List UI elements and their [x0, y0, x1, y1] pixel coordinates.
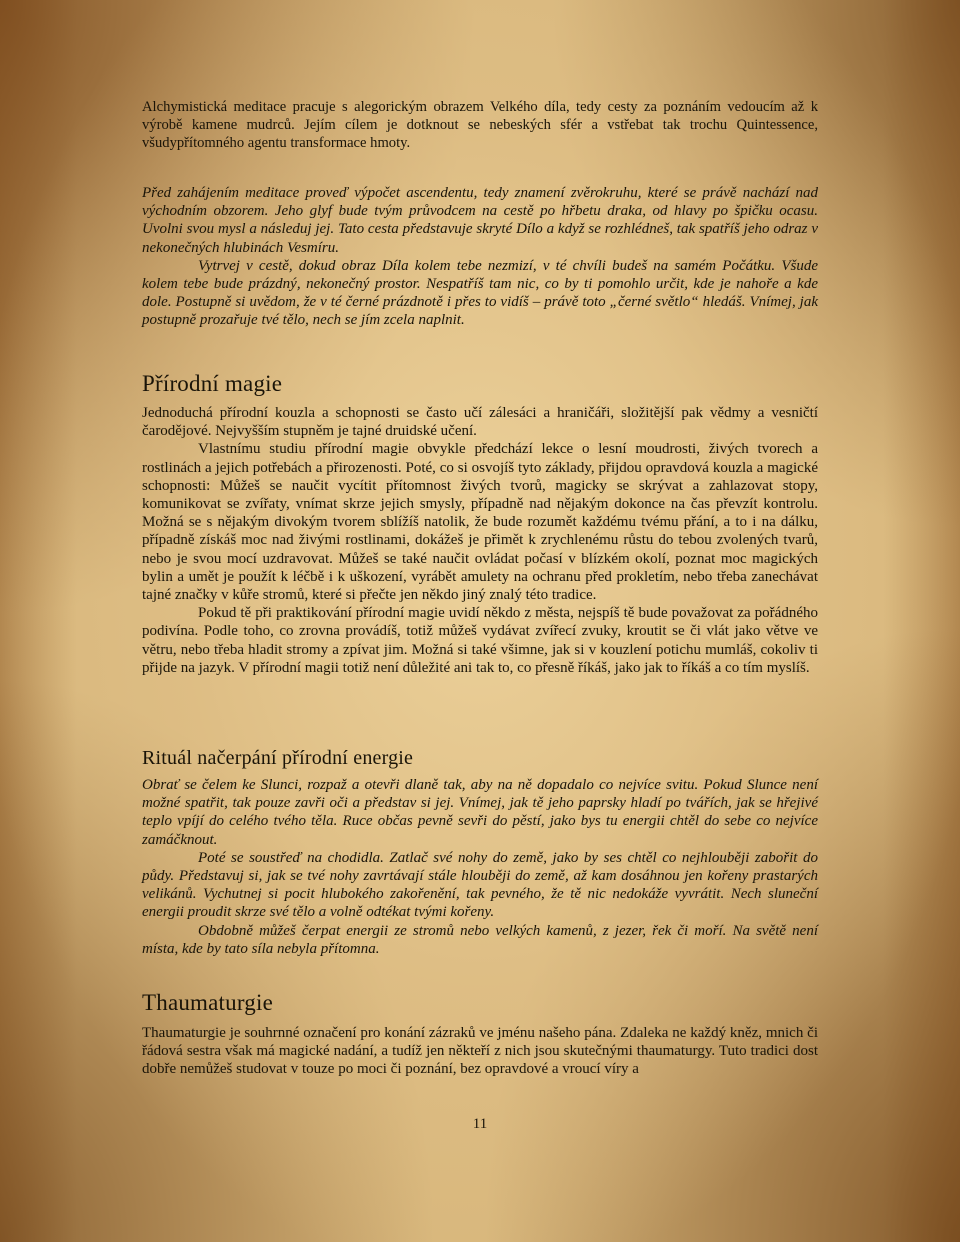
thaumaturgy-heading: Thaumaturgie: [142, 990, 273, 1015]
nature-magic-paragraph-3: Pokud tě při praktikování přírodní magie uvidí někdo z města, nejspíš tě bude považovat za pořádného podivína. Podle toho, co zrovna provádíš, totiž můžeš vydávat zvířecí zvuky, kroutit se či vlát jako větve ve větru, nebo třeba hladit stromy a zpívat jim. Možná si také všimne, jak si v kouzlení potichu mumláš, cokoliv ti přijde na jazyk. V přírodní magii totiž není důležité ani tak to, co přesně říkáš, jako jak to říkáš a co tím myslíš.: [142, 605, 818, 676]
ritual-paragraph-1: Obrať se čelem ke Slunci, rozpaž a otevři dlaně tak, aby na ně dopadalo co nejvíce svitu. Pokud Slunce není možné spatřit, tak pouze zavři oči a představ si jej. Vnímej, jak tě jeho paprsky hladí po tvářích, jak se hřejivé teplo vpíjí do celého tvého těla. Ruce občas pevně sevři do pěstí, jako bys tu energii chtěl do sebe co nejvíce zamáčknout.: [142, 777, 818, 848]
intro-section: [142, 98, 818, 153]
meditation-paragraph-1: Před zahájením meditace proveď výpočet ascendentu, tedy znamení zvěrokruhu, které se právě nachází nad východním obzorem. Jeho glyf bude tvým průvodcem na cestě po hřbetu draka, od hlavy po špičku ocasu. Uvolni svou mysl a následuj jej. Tato cesta představuje skryté Dílo a když se rozhlédneš, tak spatříš jeho odraz v nekonečných hlubinách Vesmíru.: [142, 185, 818, 256]
ritual-heading: Rituál načerpání přírodní energie: [142, 747, 414, 769]
ritual-paragraph-3: Obdobně můžeš čerpat energii ze stromů nebo velkých kamenů, z jezer, řek či moří. Na světě není místa, kde by tato síla nebyla přítomna.: [142, 922, 818, 957]
nature-magic-section: [142, 404, 818, 677]
nature-magic-paragraph-1: Jednoduchá přírodní kouzla a schopnosti se často učí zálesáci a hraničáři, složitější pak vědmy a vesničtí čarodějové. Nejvyšším stupněm je tajné druidské učení.: [142, 405, 818, 440]
ritual-heading-wrap: [142, 746, 413, 770]
intro-paragraph: Alchymistická meditace pracuje s alegorickým obrazem Velkého díla, tedy cesty za poznáním vedoucím až k výrobě kamene mudrců. Jejím cílem je dotknout se nebeských sfér a vstřebat tak trochu Quintessence, všudypřítomného agentu transformace hmoty.: [142, 99, 818, 152]
meditation-paragraph-2: Vytrvej v cestě, dokud obraz Díla kolem tebe nezmizí, v té chvíli budeš na samém Počátku. Všude kolem tebe bude prázdný, nekonečný prostor. Nespatříš tam nic, co by ti pomohlo určit, kde je nahoře a kde dole. Postupně si uvědom, že v té černé prázdnotě i přes to vidíš – právě toto „černé světlo“ hledáš. Vnímej, jak postupně prozařuje tvé tělo, nech se jím zcela naplnit.: [142, 257, 818, 329]
nature-magic-heading-wrap: [142, 370, 282, 398]
ritual-section: [142, 776, 818, 958]
nature-magic-heading: Přírodní magie: [142, 371, 283, 396]
thaumaturgy-paragraph: Thaumaturgie je souhrnné označení pro konání zázraků ve jménu našeho pána. Zdaleka ne každý kněz, mnich či řádová sestra však má magické nadání, a tudíž jen někteří z nich jsou skutečnými thaumaturgy. Tuto tradici dost dobře nemůžeš studovat v touze po moci či poznání, bez opravdové a vroucí víry a: [142, 1025, 818, 1078]
thaumaturgy-section: [142, 1024, 818, 1079]
ritual-paragraph-2: Poté se soustřeď na chodidla. Zatlač své nohy do země, jako by ses chtěl co nejhlouběji zabořit do půdy. Představuj si, jak se tvé nohy zavrtávají stále hlouběji do země, až kam dosáhnou jen kořeny prastarých velikánů. Vychutnej si pocit hlubokého zakořenění, tak pevného, že tě nic nedokáže vyvrátit. Nech sluneční energii proudit skrze své tělo a volně odtékat tvými kořeny.: [142, 849, 818, 921]
thaumaturgy-heading-wrap: [142, 989, 273, 1017]
nature-magic-paragraph-2: Vlastnímu studiu přírodní magie obvykle předchází lekce o lesní moudrosti, živých tvorech a rostlinách a jejich potřebách a přirozenosti. Poté, co si osvojíš tyto základy, přijdou opravdová kouzla a magické schopnosti: Můžeš se naučit vycítit přítomnost živých tvorů, magicky se skrývat a zahlazovat stopy, komunikovat se zvířaty, vnímat skrze jejich smysly, případně nad nějakým dokonce na čas převzít kontrolu. Možná se s nějakým divokým tvorem sblížíš natolik, že bude rozumět každému tvému přání, a to i na dálku, případně získáš moc nad živými rostlinami, dokážeš je přimět k zrychlenému růstu do tebou zvolených tvarů, nebo je svou mocí uzdravovat. Můžeš se také naučit ovládat počasí v blízkém okolí, poznat moc magických bylin a umět je použít k léčbě i k uškození, vyrábět amulety na ochranu před prokletím, nebo třeba zanechávat tajné značky v kůře stromů, které si přečte jen někdo jiný znalý této tradice.: [142, 441, 818, 604]
meditation-section: [142, 184, 818, 330]
page-number: 11: [472, 1116, 488, 1132]
